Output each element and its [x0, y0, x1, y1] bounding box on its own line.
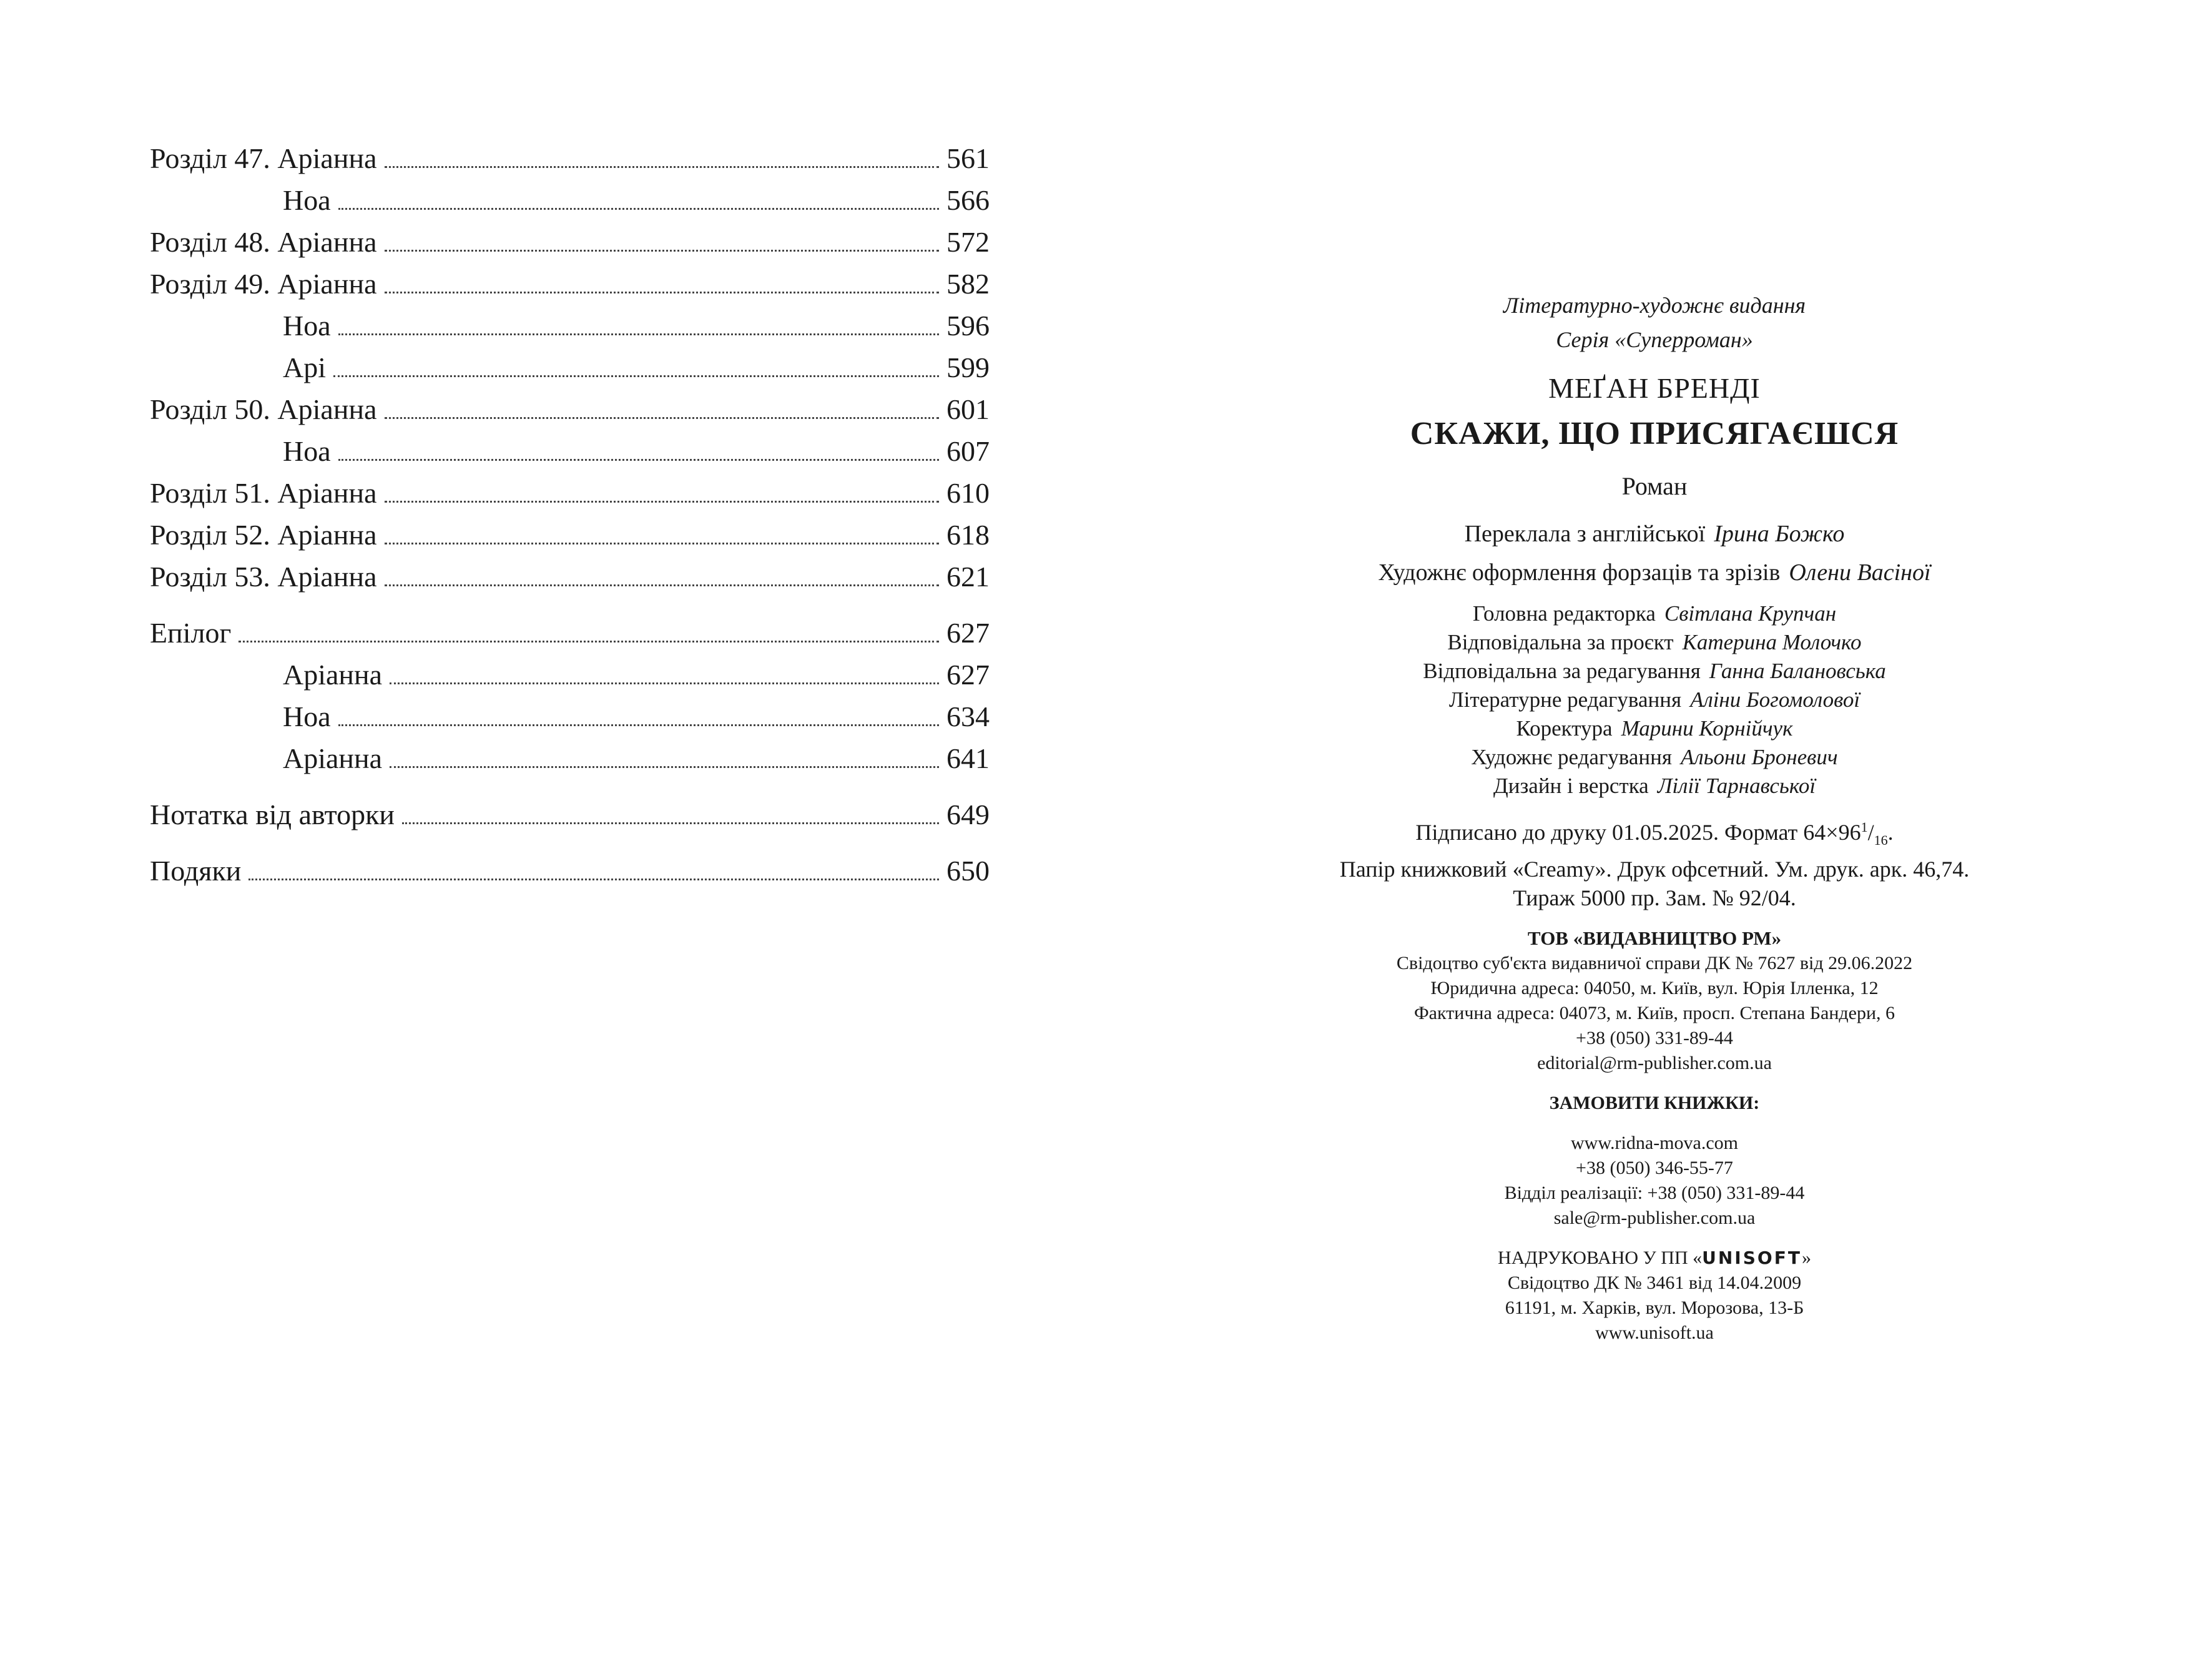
toc-entry-page: 650: [946, 855, 990, 887]
toc-entry: [150, 556, 990, 598]
publisher-detail-line: Юридична адреса: 04050, м. Київ, вул. Юрія Ілленка, 12: [1430, 978, 1879, 999]
credit-role: Коректура: [1516, 716, 1613, 741]
toc-entry: [150, 221, 990, 263]
credit-role: Художнє оформлення форзаців та зрізів: [1378, 559, 1781, 586]
toc-leader-dots: [390, 766, 939, 768]
publisher-name: ТОВ «ВИДАВНИЦТВО РМ»: [1527, 927, 1782, 950]
print-info: [1280, 813, 2029, 912]
toc-entry-label: Ноа: [283, 310, 331, 342]
table-of-contents: [150, 137, 990, 892]
credit-name: Лілії Тарнавської: [1657, 774, 1816, 798]
toc-entry: [150, 347, 990, 388]
toc-entry: [150, 305, 990, 347]
printer-detail-line: Свідоцтво ДК № 3461 від 14.04.2009: [1507, 1273, 1802, 1294]
toc-entry-page: 566: [946, 184, 990, 216]
staff-credits: [1280, 599, 2029, 800]
toc-entry-label: Розділ 49. Аріанна: [150, 268, 377, 300]
order-contact-line: +38 (050) 346-55-77: [1576, 1158, 1733, 1179]
toc-leader-dots: [385, 417, 940, 419]
toc-entry: [150, 850, 990, 892]
credit-name: Альони Броневич: [1680, 745, 1838, 769]
toc-entry: [150, 430, 990, 472]
credit-role: Переклала з англійської: [1464, 521, 1706, 547]
toc-entry-page: 610: [946, 477, 990, 509]
publisher-detail-line: editorial@rm-publisher.com.ua: [1537, 1053, 1772, 1074]
staff-credit: [1280, 714, 2029, 743]
author-name: МЕҐАН БРЕНДІ: [1548, 372, 1761, 404]
toc-leader-dots: [238, 641, 939, 642]
series-name: Серія «Суперроман»: [1556, 327, 1753, 352]
toc-entry-label: Розділ 51. Аріанна: [150, 477, 377, 509]
printer-block: [1280, 1246, 2029, 1346]
toc-entry-label: Розділ 48. Аріанна: [150, 226, 377, 258]
printer-prefix: НАДРУКОВАНО У ПП «: [1498, 1248, 1703, 1269]
credit-role: Літературне редагування: [1448, 687, 1682, 712]
credit-role: Художнє редагування: [1471, 745, 1672, 769]
toc-entry: [150, 179, 990, 221]
toc-entry-page: 627: [946, 617, 990, 649]
credit-name: Катерина Молочко: [1682, 630, 1862, 654]
toc-leader-dots: [338, 724, 939, 726]
toc-entry: [150, 794, 990, 835]
toc-leader-dots: [390, 682, 939, 684]
toc-entry: [150, 612, 990, 654]
printer-suffix: »: [1801, 1248, 1811, 1269]
credit-name: Аліни Богомолової: [1690, 687, 1861, 712]
toc-entry: [150, 654, 990, 696]
staff-credit: [1280, 628, 2029, 657]
toc-entry-label: Розділ 53. Аріанна: [150, 561, 377, 593]
toc-entry: [150, 137, 990, 179]
format-fraction-numerator: 1: [1861, 819, 1868, 835]
printer-detail-line: 61191, м. Харків, вул. Морозова, 13-Б: [1505, 1297, 1804, 1319]
toc-leader-dots: [338, 459, 939, 461]
print-signed: [1280, 813, 2029, 855]
printer-brand: UNISOFT: [1702, 1248, 1802, 1269]
toc-entry-page: 607: [946, 435, 990, 467]
toc-entry: [150, 263, 990, 305]
format-fraction-slash: /: [1867, 820, 1874, 845]
toc-entry: [150, 472, 990, 514]
book-title: СКАЖИ, ЩО ПРИСЯГАЄШСЯ: [1410, 416, 1899, 451]
publisher-detail-line: Фактична адреса: 04073, м. Київ, просп. Степана Бандери, 6: [1413, 1003, 1895, 1024]
publisher-detail-line: Свідоцтво суб'єкта видавничої справи ДК № 7627 від 29.06.2022: [1396, 953, 1913, 974]
toc-leader-dots: [385, 166, 940, 168]
toc-entry-label: Розділ 47. Аріанна: [150, 142, 377, 174]
toc-entry-page: 649: [946, 799, 990, 830]
toc-entry-label: Розділ 52. Аріанна: [150, 519, 377, 551]
toc-leader-dots: [385, 501, 940, 503]
printer-name: [1280, 1246, 2029, 1271]
toc-leader-dots: [385, 292, 940, 293]
toc-entry-page: 582: [946, 268, 990, 300]
genre: Роман: [1621, 472, 1688, 500]
credit-role: Відповідальна за редагування: [1423, 659, 1701, 683]
toc-entry-label: Розділ 50. Аріанна: [150, 393, 377, 425]
toc-entry-page: 618: [946, 519, 990, 551]
credit-name: Ганна Балановська: [1709, 659, 1886, 683]
toc-entry-label: Ноа: [283, 701, 331, 732]
toc-entry-page: 601: [946, 393, 990, 425]
order-contact-line: Відділ реалізації: +38 (050) 331-89-44: [1504, 1183, 1805, 1204]
publisher-detail-line: +38 (050) 331-89-44: [1576, 1028, 1733, 1049]
order-contact-line: www.ridna-mova.com: [1571, 1133, 1738, 1154]
imprint-page: [1280, 288, 2029, 1346]
publisher-block: [1280, 926, 2029, 1076]
staff-credit: [1280, 772, 2029, 800]
toc-leader-dots: [338, 208, 939, 210]
toc-entry-label: Ноа: [283, 184, 331, 216]
toc-leader-dots: [248, 879, 939, 880]
toc-leader-dots: [402, 822, 939, 824]
staff-credit: [1280, 657, 2029, 686]
toc-leader-dots: [385, 584, 940, 586]
toc-entry-label: Подяки: [150, 855, 242, 887]
toc-entry-label: Аріанна: [283, 742, 383, 774]
credit-name: Марини Корнійчук: [1621, 716, 1793, 741]
toc-entry-page: 641: [946, 742, 990, 774]
credit-name: Світлана Крупчан: [1664, 601, 1837, 626]
order-contact-line: sale@rm-publisher.com.ua: [1553, 1208, 1756, 1229]
toc-entry-label: Епілог: [150, 617, 232, 649]
publisher-details: [1280, 951, 2029, 1076]
printer-details: [1280, 1271, 2029, 1346]
translation-credit: [1280, 514, 2029, 553]
printer-detail-line: www.unisoft.ua: [1595, 1322, 1714, 1344]
design-credit: [1280, 553, 2029, 592]
credit-role: Відповідальна за проєкт: [1447, 630, 1674, 654]
print-signed-text: Підписано до друку 01.05.2025. Формат 64×96: [1415, 820, 1861, 845]
toc-entry: [150, 737, 990, 779]
toc-entry-label: Нотатка від авторки: [150, 799, 395, 830]
toc-entry-page: 621: [946, 561, 990, 593]
toc-entry: [150, 388, 990, 430]
order-heading: ЗАМОВИТИ КНИЖКИ:: [1549, 1093, 1760, 1114]
toc-leader-dots: [385, 250, 940, 252]
toc-entry-page: 596: [946, 310, 990, 342]
toc-entry-page: 561: [946, 142, 990, 174]
staff-credit: [1280, 686, 2029, 714]
format-fraction-denominator: 16: [1874, 832, 1888, 849]
toc-entry-label: Ноа: [283, 435, 331, 467]
toc-leader-dots: [385, 543, 940, 544]
toc-entry-page: 634: [946, 701, 990, 732]
print-run: Тираж 5000 пр. Зам. № 92/04.: [1513, 885, 1796, 911]
order-contacts: [1280, 1131, 2029, 1231]
toc-entry: [150, 514, 990, 556]
toc-entry: [150, 696, 990, 737]
staff-credit: [1280, 743, 2029, 772]
edition-type: Літературно-художнє видання: [1503, 293, 1806, 318]
toc-entry-page: 599: [946, 352, 990, 383]
toc-leader-dots: [338, 333, 939, 335]
credit-name: Олени Васіної: [1789, 559, 1931, 586]
credit-role: Дизайн і верстка: [1493, 774, 1649, 798]
toc-entry-page: 627: [946, 659, 990, 691]
toc-entry-page: 572: [946, 226, 990, 258]
print-paper: Папір книжковий «Creamy». Друк офсетний. Ум. друк. арк. 46,74.: [1339, 857, 1970, 882]
print-signed-end: .: [1887, 820, 1894, 845]
credit-name: Ірина Божко: [1714, 521, 1845, 547]
toc-entry-label: Аріанна: [283, 659, 383, 691]
toc-leader-dots: [333, 375, 939, 377]
credit-role: Головна редакторка: [1472, 601, 1656, 626]
toc-entry-label: Арі: [283, 352, 326, 383]
staff-credit: [1280, 599, 2029, 628]
